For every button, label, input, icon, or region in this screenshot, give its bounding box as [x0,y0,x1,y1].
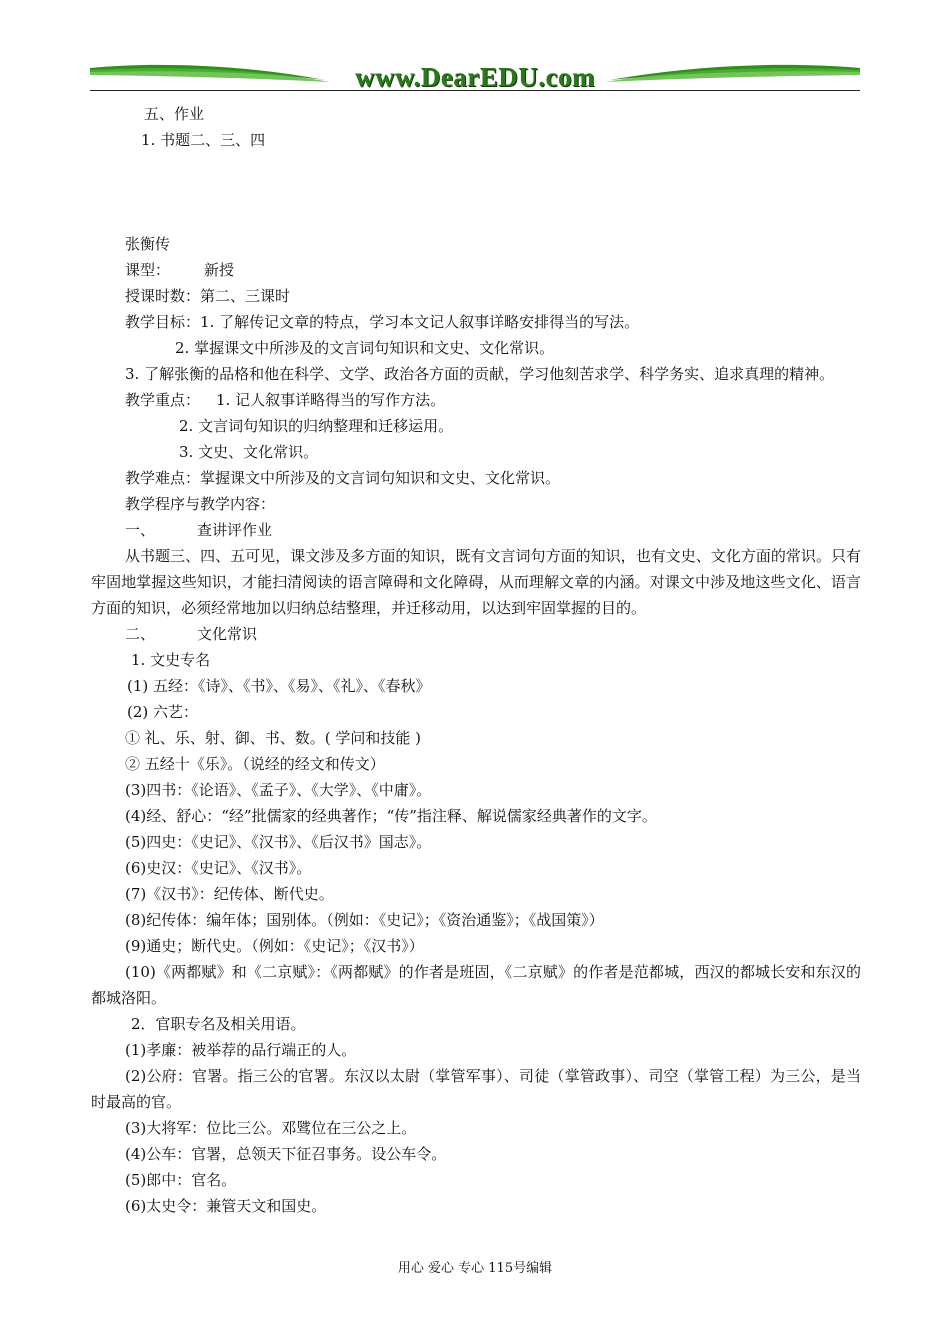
section-two-title: 文化常识 [197,625,258,643]
teaching-focus-label: 教学重点： [125,391,201,409]
blank-space [91,153,861,231]
section-one-title: 查讲评作业 [197,521,273,539]
list-item: (2)公府：官署。指三公的官署。东汉以太尉（掌管军事）、司徒（掌管政事）、司空（掌管工程）为三公，是当时最高的官。 [91,1067,861,1111]
list-item: (9)通史；断代史。（例如：《史记》；《汉书》） [125,937,424,955]
lesson-hours: 授课时数：第二、三课时 [125,287,291,305]
lesson-type-value: 新授 [204,261,235,279]
list-item: (3)四书：《论语》、《孟子》、《大学》、《中庸》。 [125,781,432,799]
page-footer: 用心 爱心 专心 115号编辑 [397,1261,553,1276]
section-one-paragraph: 从书题三、四、五可见，课文涉及多方面的知识，既有文言词句方面的知识，也有文史、文化方面的常识。只有牢固地掌握这些知识，才能扫清阅读的语言障碍和文化障碍，从而理解文章的内涵。对课文中涉及地这些文化、语言方面的知识，必须经常地加以归纳总结整理，并迁移动用，以达到牢固掌握的目的。 [91,547,861,617]
subsection-heading: 1. 文史专名 [131,651,211,669]
teaching-goal-2: 2. 掌握课文中所涉及的文言词句知识和文史、文化常识。 [175,339,555,357]
header-divider [90,90,860,91]
list-item: (6)史汉：《史记》、《汉书》。 [125,859,312,877]
list-item: (5)四史：《史记》、《汉书》、《后汉书》国志》。 [125,833,432,851]
document-body [91,101,861,1219]
list-item: (1) 五经：《诗》、《书》、《易》、《礼》、《春秋》 [127,677,431,695]
list-item: (6)太史令：兼管天文和国史。 [125,1197,327,1215]
list-item: (10)《两都赋》和《二京赋》：《两都赋》的作者是班固，《二京赋》的作者是范都城，西汉的都城长安和东汉的都城洛阳。 [91,963,861,1007]
site-logo-text: www.DearEDU.com [355,62,595,92]
list-item: (7)《汉书》：纪传体、断代史。 [125,885,334,903]
teaching-goal-3: 3. 了解张衡的品格和他在科学、文学、政治各方面的贡献，学习他刻苦求学、科学务实、追求真理的精神。 [125,365,835,383]
list-item: (1)孝廉：被举荐的品行端正的人。 [125,1041,357,1059]
teaching-focus-2: 2. 文言词句知识的归纳整理和迁移运用。 [179,417,454,435]
homework-item: 1. 书题二、三、四 [141,131,266,149]
section-two-heading [91,621,861,647]
lesson-type-line [91,257,861,283]
teaching-focus-line [91,387,861,413]
list-item: ② 五经十《乐》。（说经的经文和传文） [125,755,385,773]
list-item: (2) 六艺： [127,703,199,721]
lesson-type-label: 课型： [125,261,171,279]
list-item: ① 礼、乐、射、御、书、数。( 学问和技能 ) [125,729,422,747]
teaching-difficulty: 教学难点：掌握课文中所涉及的文言词句知识和文史、文化常识。 [125,469,561,487]
list-item: (4)公车：官署，总领天下征召事务。设公车令。 [125,1145,447,1163]
section-one-number: 一、 [125,521,156,539]
section-one-heading [91,517,861,543]
list-item: (5)郎中：官名。 [125,1171,237,1189]
teaching-goal-1: 教学目标：1. 了解传记文章的特点，学习本文记人叙事详略安排得当的写法。 [125,313,640,331]
teaching-focus-1: 1. 记人叙事详略得当的写作方法。 [216,391,446,409]
subsection-heading: 2．官职专名及相关用语。 [131,1015,306,1033]
section-heading-homework: 五、作业 [144,105,205,123]
list-item: (4)经、舒心：“经”批儒家的经典著作；“传”指注释、解说儒家经典著作的文字。 [125,807,657,825]
section-two-number: 二、 [125,625,156,643]
lesson-title: 张衡传 [125,235,171,253]
teaching-focus-3: 3. 文史、文化常识。 [179,443,319,461]
list-item: (3)大将军：位比三公。邓骘位在三公之上。 [125,1119,417,1137]
teaching-procedure-heading: 教学程序与教学内容： [125,495,276,513]
list-item: (8)纪传体：编年体；国别体。（例如：《史记》；《资治通鉴》；《战国策》） [125,911,604,929]
